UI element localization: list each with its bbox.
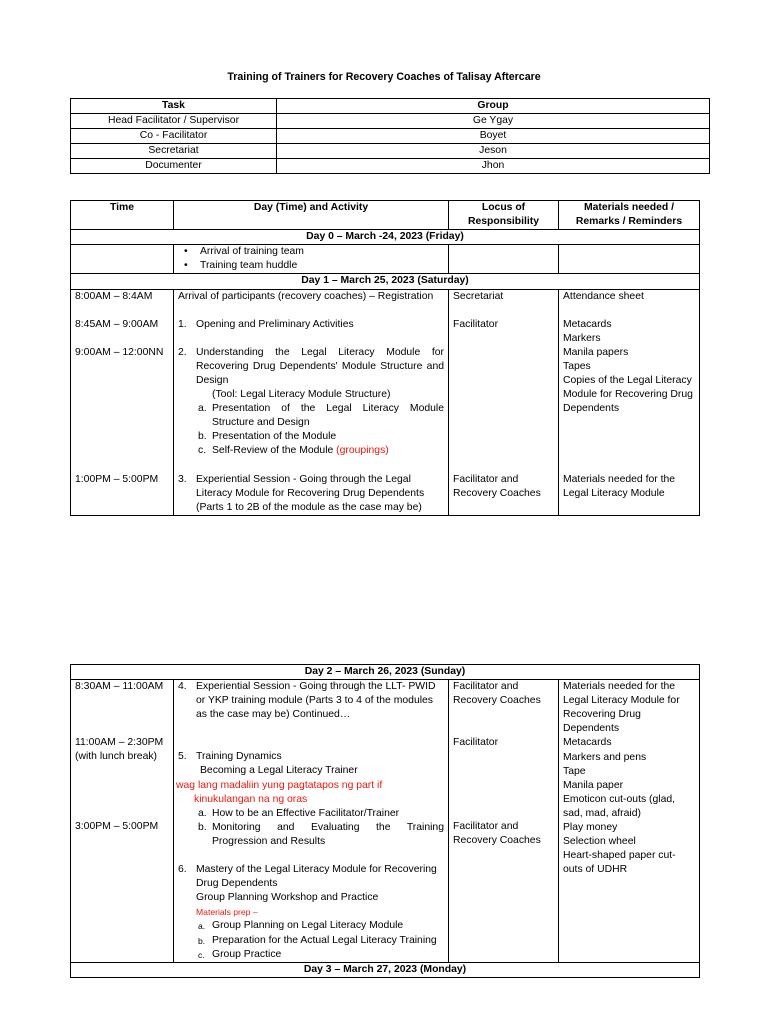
day-header-row bbox=[71, 665, 700, 680]
day-header-row bbox=[71, 274, 700, 289]
material-item: Manila paper bbox=[563, 779, 624, 791]
locus-text: Facilitator and Recovery Coaches bbox=[453, 473, 541, 499]
header-materials: Materials needed / Remarks / Reminders bbox=[559, 201, 700, 230]
team-header-task: Task bbox=[71, 99, 277, 114]
reminder-note: wag lang madaliin yung pagtatapos ng part if kinukulangan na ng oras bbox=[176, 779, 383, 805]
team-member: Boyet bbox=[277, 129, 710, 144]
material-item: Tapes bbox=[563, 360, 591, 372]
team-task: Documenter bbox=[71, 159, 277, 174]
locus-text: Facilitator bbox=[453, 737, 499, 749]
day-header-row bbox=[71, 962, 700, 977]
sub-item: b. Monitoring and Evaluating the Training Progression and Results bbox=[198, 821, 444, 847]
activity-item: 3. Experiential Session - Going through the Legal Literacy Module for Recovering Drug Dependents (Parts 1 to 2B of the module as the case may be) bbox=[178, 473, 425, 513]
schedule-header-row bbox=[71, 201, 700, 230]
time-value: 3:00PM – 5:00PM bbox=[75, 821, 159, 833]
activity-item: 5. Training Dynamics bbox=[178, 751, 282, 763]
materials-cell bbox=[559, 680, 700, 963]
material-item: Materials needed for the Legal Literacy Module for Recovering Drug Dependents bbox=[563, 681, 680, 735]
team-member: Jeson bbox=[277, 144, 710, 159]
activity-item: 4. Experiential Session - Going through the LLT- PWID or YKP training module (Parts 3 to 4 of the modules as the case may be) Continued… bbox=[178, 681, 436, 721]
locus-cell bbox=[449, 459, 559, 516]
table-row bbox=[71, 144, 710, 159]
table-row bbox=[71, 289, 700, 304]
schedule-table-continued bbox=[70, 664, 700, 978]
locus-cell bbox=[449, 680, 559, 963]
team-task: Head Facilitator / Supervisor bbox=[71, 114, 277, 129]
groupings-note: (groupings) bbox=[336, 445, 389, 457]
activity-item: 2. Understanding the Legal Literacy Module for Recovering Drug Dependents' Module Structure and Design bbox=[178, 346, 444, 386]
materials-cell bbox=[559, 304, 700, 459]
time-value: 9:00AM – 12:00NN bbox=[75, 346, 164, 358]
table-row bbox=[71, 459, 700, 516]
empty-cell bbox=[559, 245, 700, 274]
table-row bbox=[71, 304, 700, 459]
material-item: Metacards bbox=[563, 318, 612, 330]
material-item: Heart-shaped paper cut-outs of UDHR bbox=[563, 850, 676, 876]
material-item: Markers and pens bbox=[563, 751, 647, 763]
locus-text: Facilitator bbox=[453, 318, 499, 330]
page-title: Training of Trainers for Recovery Coaches of Talisay Aftercare bbox=[227, 71, 541, 83]
day0-label: Day 0 – March -24, 2023 (Friday) bbox=[71, 230, 700, 245]
activity-text: Arrival of participants (recovery coaches) – Registration bbox=[178, 290, 434, 302]
time-cell bbox=[71, 459, 174, 516]
sub-item: c. Self-Review of the Module (groupings) bbox=[198, 445, 389, 457]
time-value: 8:30AM – 11:00AM bbox=[75, 681, 164, 693]
time-value: (with lunch break) bbox=[75, 751, 158, 763]
table-row bbox=[71, 245, 700, 274]
activity-cell bbox=[174, 289, 449, 304]
header-activity: Day (Time) and Activity bbox=[174, 201, 449, 230]
team-header-row bbox=[71, 99, 710, 114]
materials-text: Attendance sheet bbox=[563, 290, 644, 302]
time-value: 1:00PM – 5:00PM bbox=[75, 473, 159, 485]
materials-text: Materials needed for the Legal Literacy Module bbox=[563, 473, 676, 499]
schedule-table bbox=[70, 200, 700, 516]
day1-label: Day 1 – March 25, 2023 (Saturday) bbox=[71, 274, 700, 289]
list-item: • Training team huddle bbox=[200, 259, 444, 273]
materials-prep-note: Materials prep – bbox=[196, 907, 258, 918]
sub-item: c. Group Practice bbox=[198, 948, 282, 960]
activity-cell bbox=[174, 304, 449, 459]
empty-cell bbox=[449, 245, 559, 274]
material-item: Markers bbox=[563, 332, 601, 344]
day-header-row bbox=[71, 230, 700, 245]
time-cell bbox=[71, 304, 174, 459]
sub-item: a. Presentation of the Legal Literacy Module Structure and Design bbox=[198, 403, 444, 429]
table-row bbox=[71, 159, 710, 174]
table-row bbox=[71, 680, 700, 963]
time-cell bbox=[71, 289, 174, 304]
day3-label: Day 3 – March 27, 2023 (Monday) bbox=[71, 962, 700, 977]
locus-text: Secretariat bbox=[453, 290, 504, 302]
materials-cell bbox=[559, 459, 700, 516]
empty-cell bbox=[71, 245, 174, 274]
time-cell bbox=[71, 680, 174, 963]
activity-cell bbox=[174, 680, 449, 963]
activity-item: 6. Mastery of the Legal Literacy Module for Recovering Drug Dependents bbox=[178, 864, 437, 890]
sub-item: b. Preparation for the Actual Legal Literacy Training bbox=[198, 934, 437, 946]
time-value: 8:45AM – 9:00AM bbox=[75, 318, 159, 330]
activity-item: 1. Opening and Preliminary Activities bbox=[178, 318, 354, 330]
day2-label: Day 2 – March 26, 2023 (Sunday) bbox=[71, 665, 700, 680]
team-header-group: Group bbox=[277, 99, 710, 114]
day0-activity bbox=[174, 245, 449, 274]
material-item: Play money bbox=[563, 822, 618, 834]
activity-subtitle: Group Planning Workshop and Practice bbox=[196, 892, 379, 904]
team-task: Co - Facilitator bbox=[71, 129, 277, 144]
material-item: Metacards bbox=[563, 737, 612, 749]
locus-cell bbox=[449, 289, 559, 304]
team-member: Jhon bbox=[277, 159, 710, 174]
locus-text: Facilitator and Recovery Coaches bbox=[453, 681, 541, 707]
time-value: 11:00AM – 2:30PM bbox=[75, 737, 164, 749]
material-item: Emoticon cut-outs (glad, sad, mad, afraid) bbox=[563, 793, 676, 819]
material-item: Selection wheel bbox=[563, 836, 636, 848]
locus-cell bbox=[449, 304, 559, 459]
team-member: Ge Ygay bbox=[277, 114, 710, 129]
sub-item: a. How to be an Effective Facilitator/Trainer bbox=[198, 807, 400, 819]
list-item: • Arrival of training team bbox=[200, 245, 444, 259]
tool-note: (Tool: Legal Literacy Module Structure) bbox=[212, 389, 391, 401]
activity-cell bbox=[174, 459, 449, 516]
sub-item: a. Group Planning on Legal Literacy Module bbox=[198, 920, 404, 932]
activity-subtitle: Becoming a Legal Literacy Trainer bbox=[200, 765, 358, 777]
material-item: Manila papers bbox=[563, 346, 629, 358]
table-row bbox=[71, 129, 710, 144]
sub-item: b. Presentation of the Module bbox=[198, 431, 337, 443]
locus-text: Facilitator and Recovery Coaches bbox=[453, 821, 541, 847]
time-value: 8:00AM – 8:4AM bbox=[75, 290, 153, 302]
material-item: Copies of the Legal Literacy Module for Recovering Drug Dependents bbox=[563, 375, 693, 415]
header-time: Time bbox=[71, 201, 174, 230]
materials-cell bbox=[559, 289, 700, 304]
header-locus: Locus of Responsibility bbox=[449, 201, 559, 230]
material-item: Tape bbox=[563, 765, 586, 777]
team-task: Secretariat bbox=[71, 144, 277, 159]
team-table bbox=[70, 98, 710, 174]
table-row bbox=[71, 114, 710, 129]
